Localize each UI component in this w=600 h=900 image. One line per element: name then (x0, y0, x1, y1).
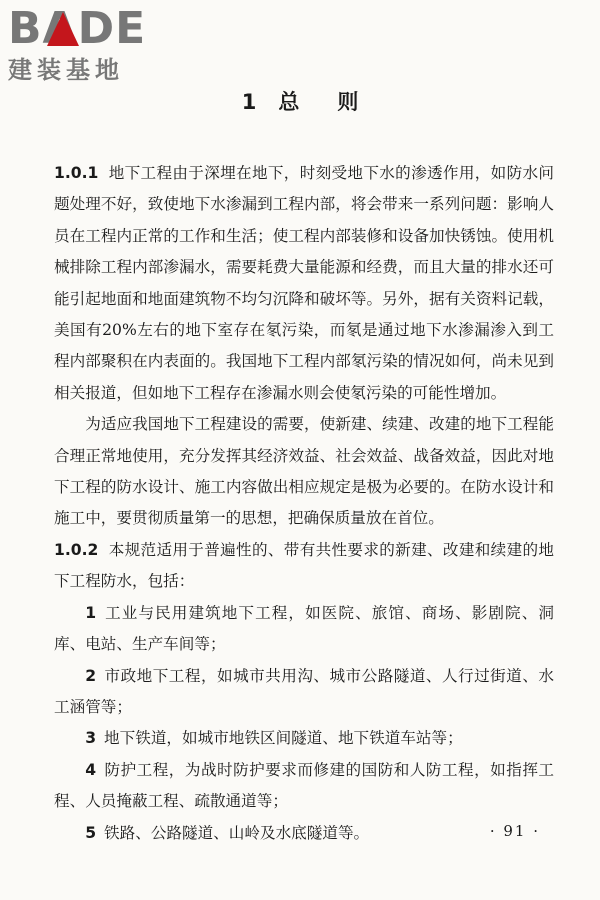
list-item-number: 4 (85, 760, 97, 779)
chapter-title-part1: 总 (278, 90, 300, 114)
logo-subtitle: 建装基地 (8, 56, 124, 84)
list-item (54, 723, 554, 754)
document-body (54, 158, 554, 849)
list-item (54, 598, 554, 661)
clause-text: 本规范适用于普遍性的、带有共性要求的新建、改建和续建的地下工程防水，包括： (54, 540, 554, 591)
list-item (54, 755, 554, 818)
page-number: · 91 · (489, 822, 540, 840)
logo-triangle-icon (47, 12, 79, 46)
clause-number: 1.0.1 (54, 164, 99, 182)
clause-number: 1.0.2 (54, 540, 99, 559)
list-item-text: 铁路、公路隧道、山岭及水底隧道等。 (104, 823, 370, 842)
list-item-text: 工业与民用建筑地下工程，如医院、旅馆、商场、影剧院、洞库、电站、生产车间等； (54, 603, 554, 654)
bade-logo (8, 3, 178, 92)
clause-1-0-1-paragraph-2: 为适应我国地下工程建设的需要，使新建、续建、改建的地下工程能合理正常地使用，充分发挥其经济效益、社会效益、战备效益，因此对地下工程的防水设计、施工内容做出相应规定是极为必要的。在防水设计和施工中，要贯彻质量第一的思想，把确保质量放在首位。 (54, 415, 554, 528)
clause-text: 地下工程由于深埋在地下，时刻受地下水的渗透作用，如防水问题处理不好，致使地下水渗漏到工程内部，将会带来一系列问题：影响人员在工程内正常的工作和生活；使工程内部装修和设备加快锈蚀。使用机械排除工程内部渗漏水，需要耗费大量能源和经费，而且大量的排水还可能引起地面和地面建筑物不均匀沉降和破坏等。另外，据有关资料记载，美国有20%左右的地下室存在氡污染，而氡是通过地下水渗漏渗入到工程内部聚积在内表面的。我国地下工程内部氡污染的情况如何，尚未见到相关报道，但如地下工程存在渗漏水则会使氡污染的可能性增加。 (54, 164, 554, 402)
clause-1-0-1-paragraph (54, 158, 554, 409)
chapter-title-part2: 则 (337, 90, 359, 114)
list-item-number: 2 (85, 666, 97, 685)
clause-1-0-2-paragraph (54, 535, 554, 598)
chapter-title (0, 86, 600, 116)
list-item (54, 818, 554, 849)
logo-mark-text: BADE (8, 3, 147, 54)
list-item (54, 661, 554, 724)
list-item-text: 地下铁道，如城市地铁区间隧道、地下铁道车站等； (104, 729, 463, 748)
list-item-text: 市政地下工程，如城市共用沟、城市公路隧道、人行过街道、水工涵管等； (54, 666, 554, 716)
list-item-number: 1 (85, 603, 97, 622)
list-item-number: 5 (85, 823, 97, 842)
list-item-text: 防护工程，为战时防护要求而修建的国防和人防工程，如指挥工程、人员掩蔽工程、疏散通道等； (54, 760, 554, 811)
list-item-number: 3 (85, 729, 97, 748)
logo-mark (8, 3, 178, 54)
chapter-number: 1 (241, 90, 257, 114)
